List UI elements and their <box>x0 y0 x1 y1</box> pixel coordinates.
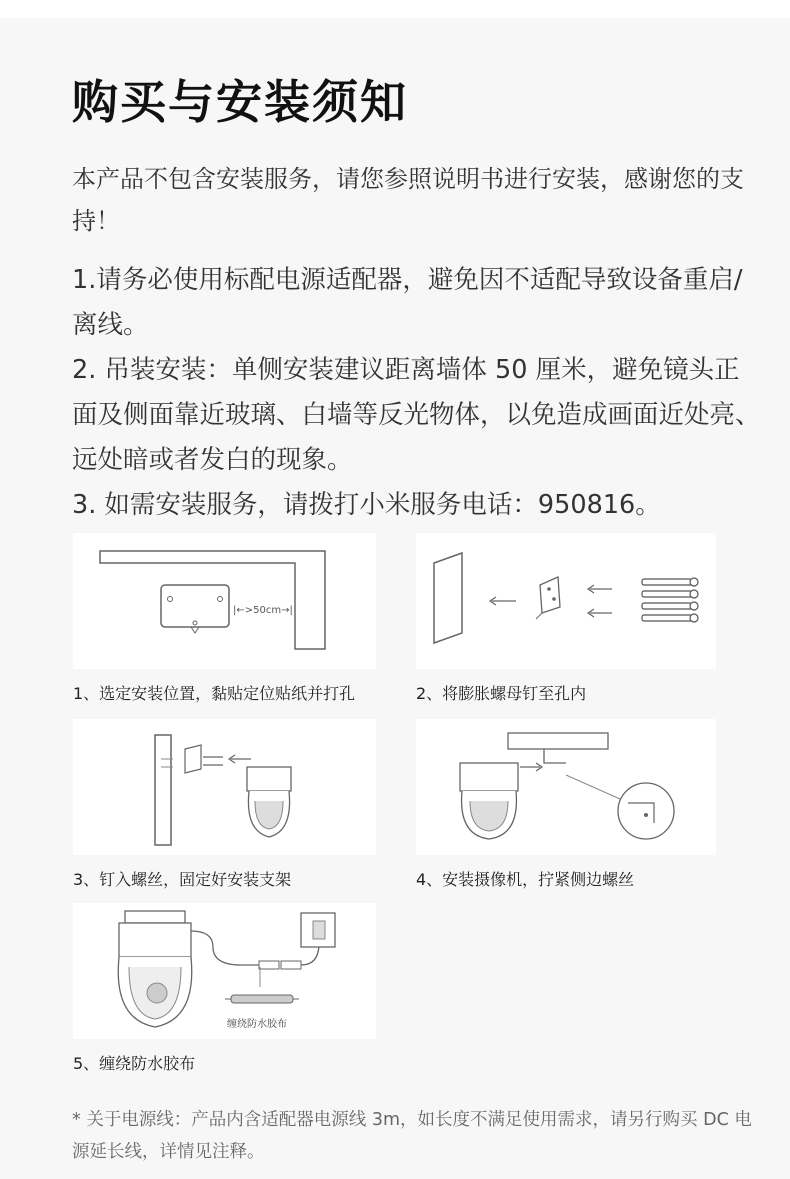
distance-label: |←>50cm→| <box>233 605 293 616</box>
anchor-screws-diagram <box>416 533 716 669</box>
step-3-caption: 3、钉入螺丝，固定好安装支架 <box>73 870 292 889</box>
footnote: * 关于电源线：产品内含适配器电源线 3m，如长度不满足使用需求，请另行购买 DC 电源延长线，详情见注释。 <box>72 1110 752 1162</box>
note-item: 1.请务必使用标配电源适配器，避免因不适配导致设备重启/离线。 <box>72 265 743 340</box>
intro-text: 本产品不包含安装服务，请您参照说明书进行安装，感谢您的支持！ <box>72 165 744 235</box>
page-title: 购买与安装须知 <box>72 75 408 129</box>
tape-label: 缠绕防水胶布 <box>227 1019 287 1030</box>
step-2-diagram <box>416 533 716 669</box>
note-item: 3. 如需安装服务，请拨打小米服务电话：950816。 <box>72 490 661 520</box>
step-5-diagram <box>73 903 376 1039</box>
waterproof-tape-diagram <box>73 903 376 1039</box>
top-band <box>0 0 790 18</box>
notes-list <box>72 258 762 528</box>
bracket-fix-diagram <box>73 719 376 855</box>
step-1-caption: 1、选定安装位置，黏贴定位贴纸并打孔 <box>73 684 356 703</box>
ceiling-wall-position-diagram <box>73 533 376 669</box>
step-5-caption: 5、缠绕防水胶布 <box>73 1054 196 1073</box>
step-4-caption: 4、安装摄像机，拧紧侧边螺丝 <box>416 870 635 889</box>
step-1-diagram <box>73 533 376 669</box>
camera-mount-diagram <box>416 719 716 855</box>
step-2-caption: 2、将膨胀螺母钉至孔内 <box>416 684 587 703</box>
step-3-diagram <box>73 719 376 855</box>
step-4-diagram <box>416 719 716 855</box>
note-item: 2. 吊装安装：单侧安装建议距离墙体 50 厘米，避免镜头正面及侧面靠近玻璃、白墙等反光物体，以免造成画面近处亮、远处暗或者发白的现象。 <box>72 355 761 475</box>
